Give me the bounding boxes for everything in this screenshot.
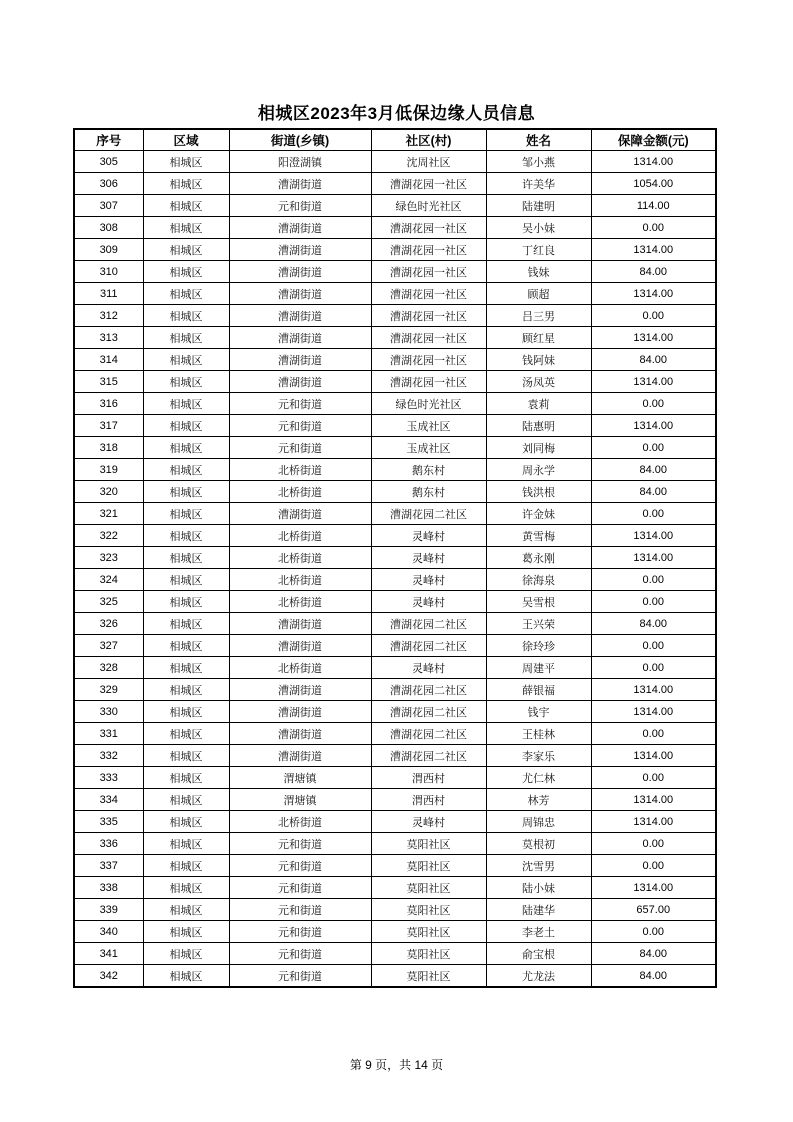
cell-region: 相城区 (143, 239, 229, 261)
table-row (74, 811, 716, 833)
cell-region: 相城区 (143, 899, 229, 921)
table-row (74, 767, 716, 789)
cell-amount: 0.00 (591, 855, 716, 877)
cell-region: 相城区 (143, 349, 229, 371)
cell-community: 漕湖花园一社区 (371, 371, 486, 393)
cell-street: 北桥街道 (229, 547, 371, 569)
table-row (74, 525, 716, 547)
cell-index: 315 (74, 371, 143, 393)
cell-street: 漕湖街道 (229, 745, 371, 767)
cell-community: 鹅东村 (371, 459, 486, 481)
cell-name: 陆建明 (486, 195, 591, 217)
cell-amount: 84.00 (591, 349, 716, 371)
cell-street: 漕湖街道 (229, 723, 371, 745)
cell-index: 342 (74, 965, 143, 988)
cell-index: 316 (74, 393, 143, 415)
cell-name: 陆建华 (486, 899, 591, 921)
cell-index: 329 (74, 679, 143, 701)
cell-community: 莫阳社区 (371, 855, 486, 877)
cell-amount: 84.00 (591, 943, 716, 965)
cell-community: 灵峰村 (371, 657, 486, 679)
table-row (74, 855, 716, 877)
cell-name: 汤凤英 (486, 371, 591, 393)
table-row (74, 415, 716, 437)
cell-region: 相城区 (143, 679, 229, 701)
table-body (74, 151, 716, 988)
cell-amount: 1314.00 (591, 811, 716, 833)
cell-index: 324 (74, 569, 143, 591)
cell-name: 钱阿妹 (486, 349, 591, 371)
cell-community: 漕湖花园二社区 (371, 745, 486, 767)
table-row (74, 393, 716, 415)
cell-region: 相城区 (143, 657, 229, 679)
cell-street: 元和街道 (229, 855, 371, 877)
cell-region: 相城区 (143, 723, 229, 745)
cell-index: 341 (74, 943, 143, 965)
cell-street: 元和街道 (229, 833, 371, 855)
cell-amount: 84.00 (591, 965, 716, 988)
cell-name: 莫根初 (486, 833, 591, 855)
cell-index: 330 (74, 701, 143, 723)
cell-community: 鹅东村 (371, 481, 486, 503)
cell-amount: 0.00 (591, 723, 716, 745)
table-row (74, 173, 716, 195)
cell-street: 北桥街道 (229, 591, 371, 613)
cell-name: 尤仁林 (486, 767, 591, 789)
cell-region: 相城区 (143, 327, 229, 349)
cell-name: 黄雪梅 (486, 525, 591, 547)
cell-region: 相城区 (143, 635, 229, 657)
cell-community: 灵峰村 (371, 569, 486, 591)
table-row (74, 635, 716, 657)
cell-region: 相城区 (143, 943, 229, 965)
cell-street: 元和街道 (229, 943, 371, 965)
cell-name: 陆惠明 (486, 415, 591, 437)
cell-index: 312 (74, 305, 143, 327)
cell-street: 元和街道 (229, 393, 371, 415)
cell-street: 漕湖街道 (229, 239, 371, 261)
cell-name: 周建平 (486, 657, 591, 679)
table-row (74, 789, 716, 811)
cell-index: 318 (74, 437, 143, 459)
cell-index: 317 (74, 415, 143, 437)
page-title: 相城区2023年3月低保边缘人员信息 (257, 104, 536, 123)
cell-community: 灵峰村 (371, 591, 486, 613)
cell-community: 漕湖花园一社区 (371, 327, 486, 349)
cell-index: 337 (74, 855, 143, 877)
table-row (74, 195, 716, 217)
cell-index: 320 (74, 481, 143, 503)
cell-region: 相城区 (143, 173, 229, 195)
cell-name: 钱宇 (486, 701, 591, 723)
cell-community: 灵峰村 (371, 525, 486, 547)
cell-street: 漕湖街道 (229, 261, 371, 283)
header-cell-street: 街道(乡镇) (229, 129, 371, 151)
cell-amount: 84.00 (591, 459, 716, 481)
cell-region: 相城区 (143, 195, 229, 217)
table-row (74, 503, 716, 525)
cell-street: 漕湖街道 (229, 679, 371, 701)
cell-community: 莫阳社区 (371, 899, 486, 921)
cell-name: 钱妹 (486, 261, 591, 283)
table-row (74, 657, 716, 679)
cell-region: 相城区 (143, 261, 229, 283)
cell-amount: 0.00 (591, 657, 716, 679)
table-row (74, 745, 716, 767)
cell-region: 相城区 (143, 503, 229, 525)
cell-name: 俞宝根 (486, 943, 591, 965)
cell-amount: 1314.00 (591, 701, 716, 723)
cell-community: 莫阳社区 (371, 943, 486, 965)
cell-index: 319 (74, 459, 143, 481)
cell-name: 徐海泉 (486, 569, 591, 591)
cell-index: 307 (74, 195, 143, 217)
cell-street: 北桥街道 (229, 657, 371, 679)
cell-index: 336 (74, 833, 143, 855)
cell-index: 308 (74, 217, 143, 239)
cell-community: 渭西村 (371, 789, 486, 811)
cell-name: 薛银福 (486, 679, 591, 701)
cell-amount: 1314.00 (591, 327, 716, 349)
cell-community: 莫阳社区 (371, 833, 486, 855)
cell-name: 袁莉 (486, 393, 591, 415)
cell-community: 沈周社区 (371, 151, 486, 173)
cell-amount: 1314.00 (591, 877, 716, 899)
cell-amount: 0.00 (591, 833, 716, 855)
cell-index: 321 (74, 503, 143, 525)
cell-region: 相城区 (143, 217, 229, 239)
cell-amount: 0.00 (591, 305, 716, 327)
cell-community: 漕湖花园二社区 (371, 503, 486, 525)
header-cell-name: 姓名 (486, 129, 591, 151)
cell-street: 元和街道 (229, 437, 371, 459)
cell-index: 333 (74, 767, 143, 789)
cell-street: 北桥街道 (229, 459, 371, 481)
cell-street: 北桥街道 (229, 569, 371, 591)
cell-index: 325 (74, 591, 143, 613)
cell-street: 北桥街道 (229, 525, 371, 547)
cell-region: 相城区 (143, 437, 229, 459)
cell-amount: 0.00 (591, 437, 716, 459)
cell-name: 顾超 (486, 283, 591, 305)
cell-community: 灵峰村 (371, 811, 486, 833)
cell-index: 334 (74, 789, 143, 811)
cell-index: 339 (74, 899, 143, 921)
table-row (74, 965, 716, 988)
cell-index: 335 (74, 811, 143, 833)
cell-street: 北桥街道 (229, 811, 371, 833)
cell-region: 相城区 (143, 965, 229, 988)
cell-street: 北桥街道 (229, 481, 371, 503)
cell-region: 相城区 (143, 305, 229, 327)
cell-name: 李老土 (486, 921, 591, 943)
cell-region: 相城区 (143, 591, 229, 613)
header-cell-region: 区域 (143, 129, 229, 151)
cell-amount: 0.00 (591, 393, 716, 415)
cell-name: 刘同梅 (486, 437, 591, 459)
cell-street: 漕湖街道 (229, 173, 371, 195)
table-row (74, 283, 716, 305)
cell-name: 周锦忠 (486, 811, 591, 833)
cell-region: 相城区 (143, 701, 229, 723)
cell-amount: 0.00 (591, 921, 716, 943)
table-row (74, 459, 716, 481)
cell-street: 元和街道 (229, 195, 371, 217)
cell-amount: 0.00 (591, 635, 716, 657)
cell-index: 309 (74, 239, 143, 261)
cell-name: 许金妹 (486, 503, 591, 525)
cell-amount: 84.00 (591, 613, 716, 635)
cell-region: 相城区 (143, 569, 229, 591)
cell-community: 漕湖花园一社区 (371, 349, 486, 371)
table-row (74, 547, 716, 569)
cell-region: 相城区 (143, 283, 229, 305)
cell-index: 331 (74, 723, 143, 745)
cell-region: 相城区 (143, 415, 229, 437)
cell-index: 340 (74, 921, 143, 943)
table-row (74, 217, 716, 239)
table-row (74, 613, 716, 635)
cell-name: 吴小妹 (486, 217, 591, 239)
cell-street: 漕湖街道 (229, 283, 371, 305)
table-row (74, 305, 716, 327)
cell-region: 相城区 (143, 613, 229, 635)
cell-amount: 0.00 (591, 503, 716, 525)
page-footer: 第 9 页，共 14 页 (349, 1058, 444, 1072)
cell-community: 绿色时光社区 (371, 195, 486, 217)
cell-index: 326 (74, 613, 143, 635)
cell-name: 邹小燕 (486, 151, 591, 173)
cell-amount: 0.00 (591, 591, 716, 613)
table-row (74, 327, 716, 349)
cell-index: 310 (74, 261, 143, 283)
table-row (74, 371, 716, 393)
table-row (74, 437, 716, 459)
cell-amount: 1314.00 (591, 547, 716, 569)
table-row (74, 723, 716, 745)
cell-street: 漕湖街道 (229, 503, 371, 525)
cell-street: 漕湖街道 (229, 371, 371, 393)
cell-street: 漕湖街道 (229, 217, 371, 239)
table-row (74, 833, 716, 855)
cell-amount: 1314.00 (591, 415, 716, 437)
header-cell-index: 序号 (74, 129, 143, 151)
cell-amount: 0.00 (591, 569, 716, 591)
table-row (74, 151, 716, 173)
cell-street: 漕湖街道 (229, 613, 371, 635)
cell-name: 陆小妹 (486, 877, 591, 899)
table-header-row (74, 129, 716, 151)
cell-index: 311 (74, 283, 143, 305)
cell-community: 漕湖花园一社区 (371, 261, 486, 283)
header-cell-community: 社区(村) (371, 129, 486, 151)
cell-index: 314 (74, 349, 143, 371)
cell-community: 玉成社区 (371, 415, 486, 437)
cell-index: 332 (74, 745, 143, 767)
cell-name: 沈雪男 (486, 855, 591, 877)
cell-name: 李家乐 (486, 745, 591, 767)
cell-community: 漕湖花园一社区 (371, 283, 486, 305)
table-row (74, 481, 716, 503)
cell-community: 玉成社区 (371, 437, 486, 459)
cell-amount: 84.00 (591, 261, 716, 283)
table-row (74, 899, 716, 921)
cell-region: 相城区 (143, 855, 229, 877)
cell-street: 元和街道 (229, 965, 371, 988)
cell-community: 漕湖花园一社区 (371, 305, 486, 327)
cell-region: 相城区 (143, 371, 229, 393)
cell-community: 漕湖花园一社区 (371, 217, 486, 239)
cell-region: 相城区 (143, 459, 229, 481)
cell-amount: 1314.00 (591, 283, 716, 305)
cell-street: 渭塘镇 (229, 767, 371, 789)
cell-region: 相城区 (143, 789, 229, 811)
cell-community: 灵峰村 (371, 547, 486, 569)
cell-street: 阳澄湖镇 (229, 151, 371, 173)
cell-street: 渭塘镇 (229, 789, 371, 811)
cell-name: 钱洪根 (486, 481, 591, 503)
cell-index: 323 (74, 547, 143, 569)
cell-community: 漕湖花园二社区 (371, 613, 486, 635)
cell-street: 元和街道 (229, 899, 371, 921)
cell-community: 漕湖花园二社区 (371, 635, 486, 657)
cell-index: 328 (74, 657, 143, 679)
cell-index: 313 (74, 327, 143, 349)
cell-region: 相城区 (143, 151, 229, 173)
cell-region: 相城区 (143, 393, 229, 415)
cell-community: 漕湖花园二社区 (371, 679, 486, 701)
cell-name: 顾红星 (486, 327, 591, 349)
cell-amount: 657.00 (591, 899, 716, 921)
table-row (74, 877, 716, 899)
cell-community: 漕湖花园一社区 (371, 239, 486, 261)
cell-community: 渭西村 (371, 767, 486, 789)
cell-name: 丁红良 (486, 239, 591, 261)
cell-region: 相城区 (143, 767, 229, 789)
cell-street: 漕湖街道 (229, 305, 371, 327)
cell-name: 周永学 (486, 459, 591, 481)
cell-amount: 1314.00 (591, 745, 716, 767)
cell-region: 相城区 (143, 547, 229, 569)
cell-name: 吕三男 (486, 305, 591, 327)
cell-region: 相城区 (143, 745, 229, 767)
cell-community: 绿色时光社区 (371, 393, 486, 415)
cell-amount: 0.00 (591, 767, 716, 789)
data-table (73, 128, 717, 988)
table-row (74, 239, 716, 261)
table-row (74, 701, 716, 723)
cell-name: 吴雪根 (486, 591, 591, 613)
cell-community: 漕湖花园二社区 (371, 701, 486, 723)
cell-name: 葛永刚 (486, 547, 591, 569)
cell-index: 306 (74, 173, 143, 195)
cell-community: 漕湖花园一社区 (371, 173, 486, 195)
cell-name: 许美华 (486, 173, 591, 195)
cell-amount: 1314.00 (591, 371, 716, 393)
cell-region: 相城区 (143, 525, 229, 547)
cell-amount: 1314.00 (591, 239, 716, 261)
table-row (74, 943, 716, 965)
cell-street: 漕湖街道 (229, 701, 371, 723)
cell-index: 322 (74, 525, 143, 547)
cell-community: 莫阳社区 (371, 965, 486, 988)
cell-name: 尤龙法 (486, 965, 591, 988)
cell-street: 漕湖街道 (229, 635, 371, 657)
cell-region: 相城区 (143, 833, 229, 855)
cell-amount: 114.00 (591, 195, 716, 217)
cell-amount: 84.00 (591, 481, 716, 503)
cell-amount: 1314.00 (591, 151, 716, 173)
table-row (74, 349, 716, 371)
cell-name: 徐玲珍 (486, 635, 591, 657)
cell-index: 305 (74, 151, 143, 173)
cell-amount: 1054.00 (591, 173, 716, 195)
cell-index: 327 (74, 635, 143, 657)
cell-community: 漕湖花园二社区 (371, 723, 486, 745)
table-row (74, 261, 716, 283)
table-row (74, 591, 716, 613)
cell-region: 相城区 (143, 877, 229, 899)
cell-amount: 0.00 (591, 217, 716, 239)
cell-street: 元和街道 (229, 415, 371, 437)
cell-community: 莫阳社区 (371, 921, 486, 943)
cell-community: 莫阳社区 (371, 877, 486, 899)
cell-region: 相城区 (143, 921, 229, 943)
cell-street: 漕湖街道 (229, 327, 371, 349)
cell-amount: 1314.00 (591, 525, 716, 547)
header-cell-amount: 保障金额(元) (591, 129, 716, 151)
cell-name: 林芳 (486, 789, 591, 811)
table-row (74, 921, 716, 943)
cell-amount: 1314.00 (591, 789, 716, 811)
cell-region: 相城区 (143, 481, 229, 503)
table-row (74, 569, 716, 591)
cell-index: 338 (74, 877, 143, 899)
cell-region: 相城区 (143, 811, 229, 833)
table-row (74, 679, 716, 701)
cell-amount: 1314.00 (591, 679, 716, 701)
cell-name: 王兴荣 (486, 613, 591, 635)
cell-street: 元和街道 (229, 921, 371, 943)
cell-name: 王桂林 (486, 723, 591, 745)
cell-street: 漕湖街道 (229, 349, 371, 371)
cell-street: 元和街道 (229, 877, 371, 899)
